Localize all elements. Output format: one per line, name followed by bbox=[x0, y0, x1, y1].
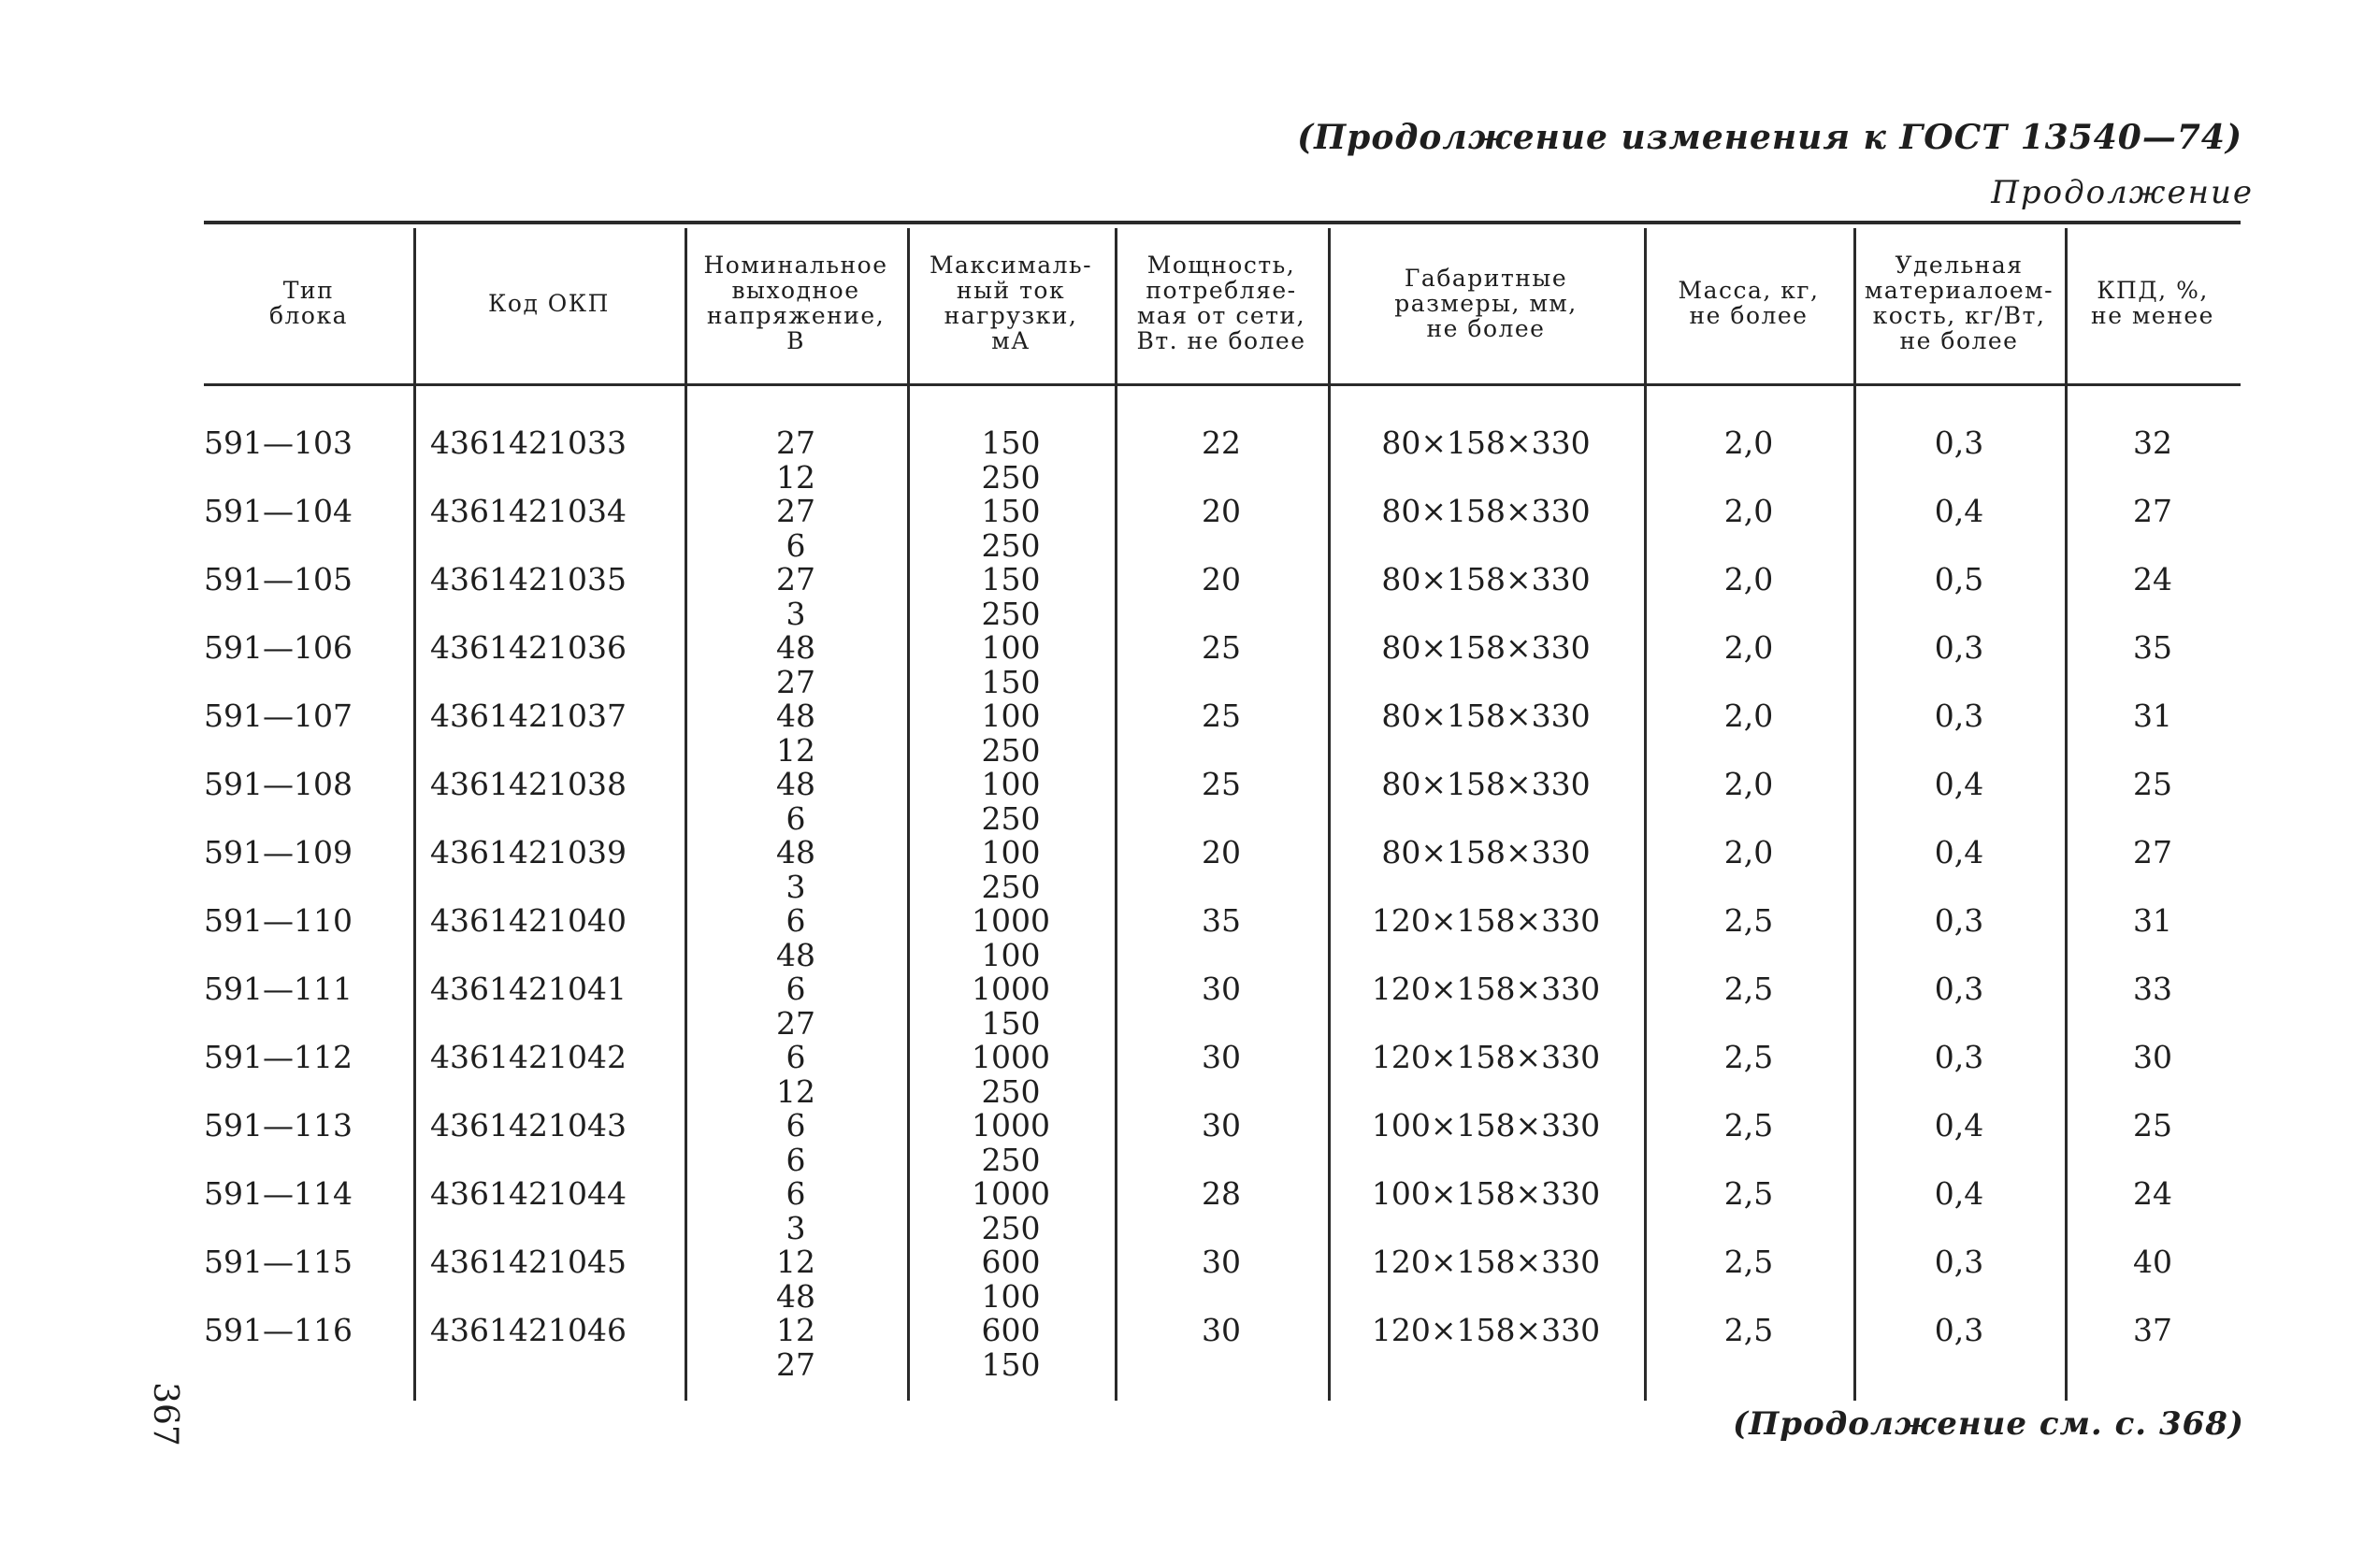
cell-mat: 0,3 bbox=[1934, 1039, 1984, 1075]
cell-mass: 2,0 bbox=[1723, 561, 1774, 597]
column-divider bbox=[1115, 228, 1117, 1401]
cell-voltage: 48 bbox=[776, 698, 815, 734]
cell-power: 28 bbox=[1202, 1175, 1241, 1212]
cell-eff: 30 bbox=[2133, 1039, 2172, 1075]
cell-type: 591—109 bbox=[204, 834, 353, 870]
cell-code: 4361421034 bbox=[430, 493, 627, 529]
cell-voltage: 48 bbox=[776, 937, 815, 973]
cell-power: 30 bbox=[1202, 1039, 1241, 1075]
column-header-eff: КПД, %, не менее bbox=[2091, 277, 2214, 329]
cell-type: 591—116 bbox=[204, 1312, 353, 1348]
column-divider bbox=[1328, 228, 1331, 1401]
cell-code: 4361421033 bbox=[430, 424, 627, 461]
cell-current: 150 bbox=[981, 424, 1041, 461]
cell-voltage: 12 bbox=[776, 459, 815, 496]
cell-voltage: 3 bbox=[786, 869, 806, 905]
cell-dims: 100×158×330 bbox=[1371, 1175, 1601, 1212]
cell-dims: 120×158×330 bbox=[1371, 1312, 1601, 1348]
table-top-rule bbox=[204, 221, 2241, 224]
cell-power: 25 bbox=[1202, 698, 1241, 734]
cell-voltage: 6 bbox=[786, 1142, 806, 1178]
cell-mat: 0,4 bbox=[1934, 1175, 1984, 1212]
cell-voltage: 12 bbox=[776, 732, 815, 769]
cell-eff: 31 bbox=[2133, 698, 2172, 734]
cell-mass: 2,5 bbox=[1723, 1175, 1774, 1212]
cell-eff: 24 bbox=[2133, 1175, 2172, 1212]
cell-current: 250 bbox=[981, 1142, 1041, 1178]
column-header-type: Тип блока bbox=[268, 277, 348, 329]
cell-power: 20 bbox=[1202, 493, 1241, 529]
cell-current: 600 bbox=[981, 1312, 1041, 1348]
cell-code: 4361421038 bbox=[430, 766, 627, 802]
cell-type: 591—113 bbox=[204, 1107, 353, 1144]
cell-current: 1000 bbox=[972, 902, 1050, 939]
page-number: 367 bbox=[145, 1382, 184, 1446]
cell-power: 22 bbox=[1202, 424, 1241, 461]
cell-eff: 27 bbox=[2133, 834, 2172, 870]
cell-mat: 0,3 bbox=[1934, 1312, 1984, 1348]
cell-mass: 2,5 bbox=[1723, 902, 1774, 939]
cell-current: 1000 bbox=[972, 1175, 1050, 1212]
cell-voltage: 6 bbox=[786, 800, 806, 837]
cell-voltage: 6 bbox=[786, 527, 806, 564]
cell-code: 4361421037 bbox=[430, 698, 627, 734]
column-divider bbox=[1853, 228, 1856, 1401]
cell-dims: 80×158×330 bbox=[1381, 424, 1591, 461]
cell-mass: 2,0 bbox=[1723, 493, 1774, 529]
cell-eff: 31 bbox=[2133, 902, 2172, 939]
cell-mat: 0,3 bbox=[1934, 971, 1984, 1007]
cell-current: 250 bbox=[981, 459, 1041, 496]
cell-current: 250 bbox=[981, 869, 1041, 905]
cell-type: 591—103 bbox=[204, 424, 353, 461]
header-note: (Продолжение изменения к ГОСТ 13540—74) bbox=[1297, 118, 2242, 157]
cell-voltage: 27 bbox=[776, 664, 815, 700]
cell-code: 4361421036 bbox=[430, 629, 627, 666]
column-header-voltage: Номинальное выходное напряжение, В bbox=[703, 252, 888, 354]
cell-power: 30 bbox=[1202, 1312, 1241, 1348]
cell-current: 150 bbox=[981, 664, 1041, 700]
cell-type: 591—114 bbox=[204, 1175, 353, 1212]
cell-dims: 120×158×330 bbox=[1371, 971, 1601, 1007]
cell-power: 25 bbox=[1202, 766, 1241, 802]
cell-voltage: 3 bbox=[786, 1210, 806, 1246]
table-header-rule bbox=[204, 383, 2241, 386]
cell-mass: 2,0 bbox=[1723, 766, 1774, 802]
cell-current: 150 bbox=[981, 561, 1041, 597]
cell-power: 30 bbox=[1202, 971, 1241, 1007]
cell-voltage: 6 bbox=[786, 1175, 806, 1212]
cell-type: 591—107 bbox=[204, 698, 353, 734]
cell-mat: 0,4 bbox=[1934, 834, 1984, 870]
column-divider bbox=[2065, 228, 2068, 1401]
cell-dims: 120×158×330 bbox=[1371, 1039, 1601, 1075]
column-header-mat: Удельная материалоем- кость, кг/Вт, не более bbox=[1864, 252, 2054, 354]
cell-dims: 80×158×330 bbox=[1381, 493, 1591, 529]
cell-dims: 120×158×330 bbox=[1371, 902, 1601, 939]
cell-code: 4361421042 bbox=[430, 1039, 627, 1075]
cell-mass: 2,0 bbox=[1723, 629, 1774, 666]
cell-mass: 2,5 bbox=[1723, 1039, 1774, 1075]
cell-type: 591—104 bbox=[204, 493, 353, 529]
cell-code: 4361421045 bbox=[430, 1244, 627, 1280]
cell-voltage: 48 bbox=[776, 834, 815, 870]
cell-mass: 2,5 bbox=[1723, 1107, 1774, 1144]
cell-type: 591—111 bbox=[204, 971, 353, 1007]
cell-type: 591—115 bbox=[204, 1244, 353, 1280]
cell-power: 30 bbox=[1202, 1107, 1241, 1144]
cell-mat: 0,3 bbox=[1934, 424, 1984, 461]
cell-voltage: 6 bbox=[786, 1107, 806, 1144]
cell-current: 250 bbox=[981, 1210, 1041, 1246]
continuation-label: Продолжение bbox=[1991, 174, 2254, 211]
cell-dims: 100×158×330 bbox=[1371, 1107, 1601, 1144]
cell-current: 250 bbox=[981, 596, 1041, 632]
cell-mat: 0,3 bbox=[1934, 902, 1984, 939]
cell-dims: 80×158×330 bbox=[1381, 698, 1591, 734]
column-divider bbox=[413, 228, 416, 1401]
cell-mat: 0,4 bbox=[1934, 766, 1984, 802]
cell-current: 100 bbox=[981, 834, 1041, 870]
cell-dims: 80×158×330 bbox=[1381, 766, 1591, 802]
cell-voltage: 12 bbox=[776, 1312, 815, 1348]
cell-eff: 25 bbox=[2133, 766, 2172, 802]
cell-current: 150 bbox=[981, 1346, 1041, 1383]
cell-voltage: 27 bbox=[776, 1346, 815, 1383]
cell-mass: 2,5 bbox=[1723, 971, 1774, 1007]
cell-eff: 33 bbox=[2133, 971, 2172, 1007]
cell-eff: 24 bbox=[2133, 561, 2172, 597]
cell-code: 4361421040 bbox=[430, 902, 627, 939]
cell-current: 150 bbox=[981, 1005, 1041, 1042]
cell-voltage: 6 bbox=[786, 1039, 806, 1075]
cell-current: 100 bbox=[981, 766, 1041, 802]
cell-power: 20 bbox=[1202, 834, 1241, 870]
cell-power: 25 bbox=[1202, 629, 1241, 666]
cell-current: 250 bbox=[981, 1073, 1041, 1110]
cell-dims: 80×158×330 bbox=[1381, 629, 1591, 666]
cell-current: 150 bbox=[981, 493, 1041, 529]
cell-dims: 80×158×330 bbox=[1381, 834, 1591, 870]
cell-eff: 32 bbox=[2133, 424, 2172, 461]
cell-current: 250 bbox=[981, 527, 1041, 564]
cell-mass: 2,0 bbox=[1723, 698, 1774, 734]
cell-power: 30 bbox=[1202, 1244, 1241, 1280]
cell-eff: 35 bbox=[2133, 629, 2172, 666]
cell-mat: 0,3 bbox=[1934, 698, 1984, 734]
cell-voltage: 48 bbox=[776, 629, 815, 666]
cell-code: 4361421039 bbox=[430, 834, 627, 870]
cell-current: 250 bbox=[981, 732, 1041, 769]
cell-current: 100 bbox=[981, 629, 1041, 666]
cell-type: 591—108 bbox=[204, 766, 353, 802]
cell-code: 4361421044 bbox=[430, 1175, 627, 1212]
cell-code: 4361421041 bbox=[430, 971, 627, 1007]
column-divider bbox=[1644, 228, 1647, 1401]
cell-type: 591—112 bbox=[204, 1039, 353, 1075]
cell-voltage: 27 bbox=[776, 424, 815, 461]
cell-mat: 0,5 bbox=[1934, 561, 1984, 597]
cell-voltage: 12 bbox=[776, 1073, 815, 1110]
cell-mat: 0,3 bbox=[1934, 1244, 1984, 1280]
cell-current: 250 bbox=[981, 800, 1041, 837]
cell-current: 1000 bbox=[972, 971, 1050, 1007]
cell-dims: 120×158×330 bbox=[1371, 1244, 1601, 1280]
column-header-mass: Масса, кг, не более bbox=[1678, 277, 1820, 329]
cell-voltage: 27 bbox=[776, 561, 815, 597]
cell-current: 100 bbox=[981, 937, 1041, 973]
cell-eff: 25 bbox=[2133, 1107, 2172, 1144]
cell-current: 600 bbox=[981, 1244, 1041, 1280]
cell-power: 20 bbox=[1202, 561, 1241, 597]
cell-type: 591—106 bbox=[204, 629, 353, 666]
cell-mass: 2,0 bbox=[1723, 424, 1774, 461]
column-header-code: Код ОКП bbox=[488, 289, 610, 317]
cell-eff: 27 bbox=[2133, 493, 2172, 529]
column-header-dims: Габаритные размеры, мм, не более bbox=[1394, 264, 1578, 342]
cell-voltage: 6 bbox=[786, 971, 806, 1007]
cell-mat: 0,3 bbox=[1934, 629, 1984, 666]
cell-voltage: 27 bbox=[776, 493, 815, 529]
cell-voltage: 3 bbox=[786, 596, 806, 632]
column-header-current: Максималь- ный ток нагрузки, мА bbox=[929, 252, 1093, 354]
cell-current: 1000 bbox=[972, 1039, 1050, 1075]
cell-mass: 2,0 bbox=[1723, 834, 1774, 870]
footer-note: (Продолжение см. с. 368) bbox=[1733, 1405, 2244, 1443]
cell-mat: 0,4 bbox=[1934, 1107, 1984, 1144]
cell-voltage: 12 bbox=[776, 1244, 815, 1280]
cell-type: 591—105 bbox=[204, 561, 353, 597]
column-header-power: Мощность, потребляе- мая от сети, Вт. не более bbox=[1136, 252, 1306, 354]
cell-current: 1000 bbox=[972, 1107, 1050, 1144]
cell-mass: 2,5 bbox=[1723, 1312, 1774, 1348]
cell-current: 100 bbox=[981, 698, 1041, 734]
cell-mat: 0,4 bbox=[1934, 493, 1984, 529]
cell-eff: 37 bbox=[2133, 1312, 2172, 1348]
cell-dims: 80×158×330 bbox=[1381, 561, 1591, 597]
cell-voltage: 48 bbox=[776, 766, 815, 802]
cell-power: 35 bbox=[1202, 902, 1241, 939]
cell-eff: 40 bbox=[2133, 1244, 2172, 1280]
cell-voltage: 6 bbox=[786, 902, 806, 939]
cell-current: 100 bbox=[981, 1278, 1041, 1315]
cell-type: 591—110 bbox=[204, 902, 353, 939]
cell-code: 4361421035 bbox=[430, 561, 627, 597]
cell-code: 4361421046 bbox=[430, 1312, 627, 1348]
cell-code: 4361421043 bbox=[430, 1107, 627, 1144]
cell-mass: 2,5 bbox=[1723, 1244, 1774, 1280]
cell-voltage: 48 bbox=[776, 1278, 815, 1315]
cell-voltage: 27 bbox=[776, 1005, 815, 1042]
